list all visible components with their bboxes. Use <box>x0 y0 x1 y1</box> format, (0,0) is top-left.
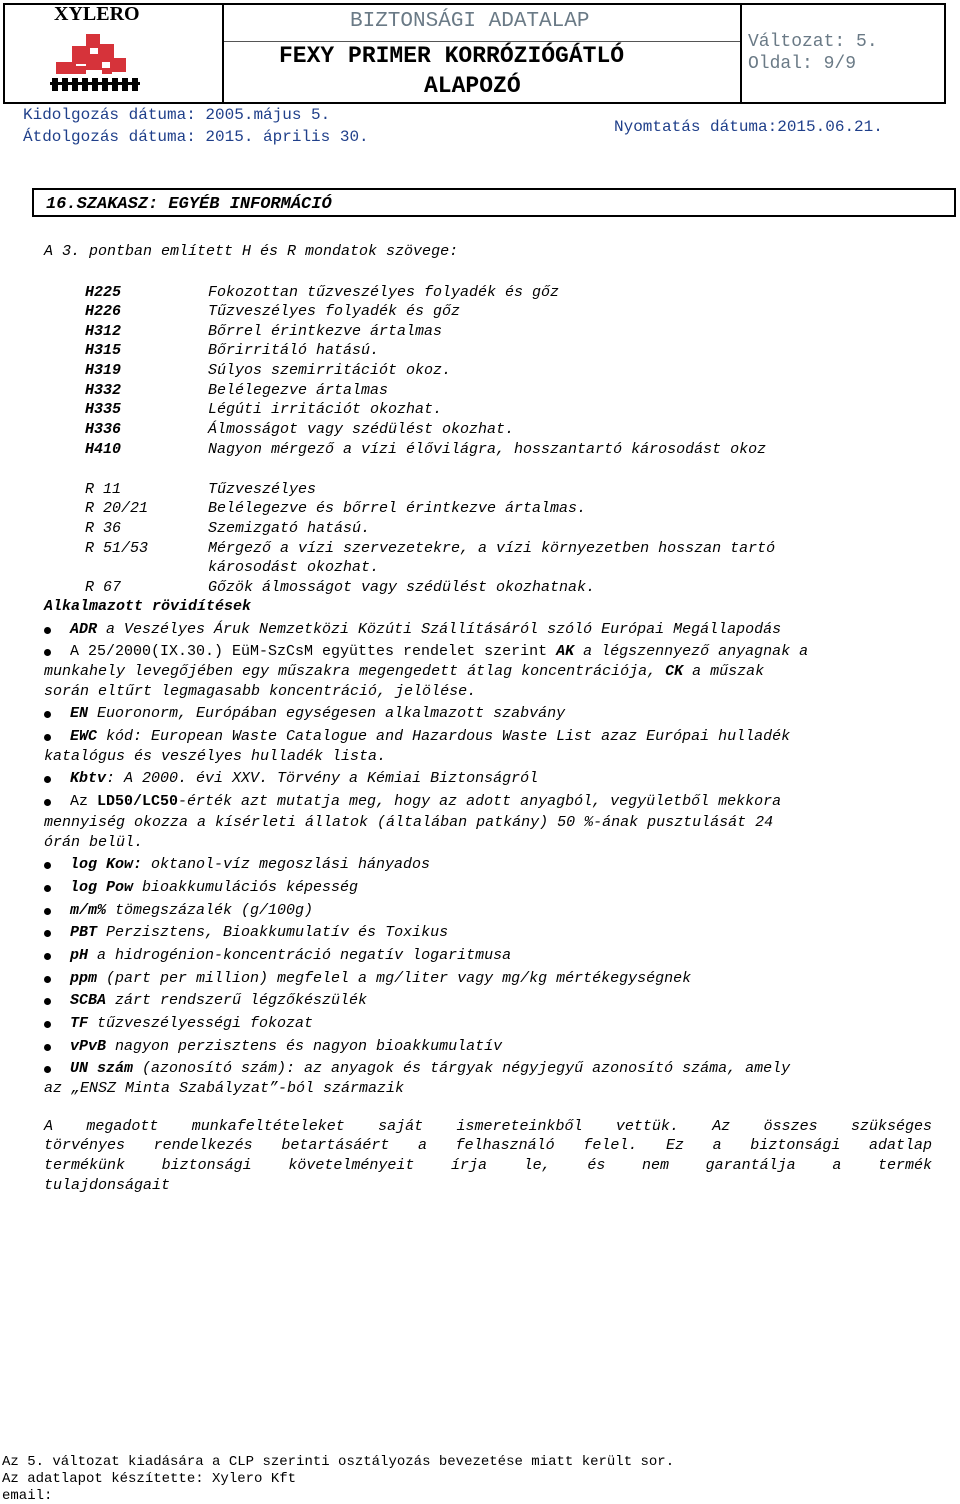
r-text: Gőzök álmosságot vagy szédülést okozhatnak. <box>208 579 596 596</box>
r-code: R 51/53 <box>85 540 149 557</box>
product-name-line1: FEXY PRIMER KORRÓZIÓGÁTLÓ <box>279 43 625 69</box>
doc-type: BIZTONSÁGI ADATALAP <box>350 10 590 33</box>
abbrev-text: tűzveszélyességi fokozat <box>88 1015 314 1032</box>
h-code: H225 <box>85 284 122 301</box>
bullet-icon <box>44 776 51 783</box>
abbrev-term: CK <box>665 663 684 680</box>
abbrev-term: log Kow: <box>70 856 143 873</box>
r-text: Mérgező a vízi szervezetekre, a vízi környezetben hosszan tartó <box>208 540 776 557</box>
h-code: H335 <box>85 401 122 418</box>
abbrev-text: a műszak <box>683 663 765 680</box>
h-text: Bőrrel érintkezve ártalmas <box>208 323 443 340</box>
version: Változat: 5. <box>748 32 878 52</box>
list-item <box>70 902 313 919</box>
h-code: H315 <box>85 342 122 359</box>
abbrev-text: Az <box>70 793 98 810</box>
list-item-continuation: mennyiség okozza a kísérleti állatok (általában patkány) 50 %-ának pusztulását 24 <box>44 814 774 831</box>
list-item <box>70 947 511 964</box>
abbrev-term: AK <box>556 643 575 660</box>
footer-author: Az adatlapot készítette: Xylero Kft <box>2 1471 297 1487</box>
brand-name: XYLERO <box>54 3 140 25</box>
abbrev-term: Kbtv <box>70 770 107 787</box>
abbrev-term: PBT <box>70 924 98 941</box>
product-name-line2: ALAPOZÓ <box>424 73 521 99</box>
abbrev-text: Euoronorm, Európában egységesen alkalmazott szabvány <box>88 705 566 722</box>
bullet-icon <box>44 1066 51 1073</box>
r-code: R 20/21 <box>85 500 149 517</box>
abbrev-term: pH <box>70 947 89 964</box>
bullet-icon <box>44 862 51 869</box>
abbrev-term: SCBA <box>70 992 107 1009</box>
r-text: Belélegezve és bőrrel érintkezve ártalmas. <box>208 500 587 517</box>
list-item <box>70 970 691 987</box>
bullet-icon <box>44 734 51 741</box>
abbrev-term: LD50/LC50 <box>97 793 179 810</box>
list-item <box>70 1015 313 1032</box>
r-code: R 67 <box>85 579 122 596</box>
list-item <box>70 924 448 941</box>
bullet-icon <box>44 711 51 718</box>
abbrev-term: TF <box>70 1015 89 1032</box>
h-code: H410 <box>85 441 122 458</box>
list-item <box>70 793 781 810</box>
list-item <box>70 879 358 896</box>
h-code: H332 <box>85 382 122 399</box>
abbrev-text: bioakkumulációs képesség <box>133 879 359 896</box>
r-code: R 36 <box>85 520 122 537</box>
abbrev-text: oktanol-víz megoszlási hányados <box>142 856 431 873</box>
abbrev-title: Alkalmazott rövidítések <box>44 598 252 615</box>
h-text: Álmosságot vagy szédülést okozhat. <box>208 421 515 438</box>
list-item <box>70 770 538 787</box>
abbrev-text: a hidrogénion-koncentráció negatív logaritmusa <box>88 947 512 964</box>
bullet-icon <box>44 649 51 656</box>
footer-email: email: <box>2 1488 53 1504</box>
footer-note: Az 5. változat kiadására a CLP szerinti osztályozás bevezetése miatt került sor. <box>2 1454 675 1470</box>
r-text-continuation: károsodást okozhat. <box>208 559 380 576</box>
abbrev-text: kód: European Waste Catalogue and Hazardous Waste List azaz Európai hulladék <box>97 728 791 745</box>
abbrev-term: ADR <box>70 621 98 638</box>
bullet-icon <box>44 976 51 983</box>
section-header-box <box>32 188 956 217</box>
page-number: Oldal: 9/9 <box>748 54 857 74</box>
list-item <box>70 705 565 722</box>
bullet-icon <box>44 908 51 915</box>
list-item-continuation: során eltűrt legmagasabb koncentráció, jelölése. <box>44 683 477 700</box>
bullet-icon <box>44 885 51 892</box>
abbrev-term: log Pow <box>70 879 134 896</box>
list-item-continuation: katalógus és veszélyes hulladék lista. <box>44 748 387 765</box>
abbrev-text: a légszennyező anyagnak a <box>574 643 809 660</box>
h-text: Nagyon mérgező a vízi élővilágra, hosszantartó károsodást okoz <box>208 441 767 458</box>
xylero-logo-icon <box>46 26 142 92</box>
bullet-icon <box>44 627 51 634</box>
abbrev-text: zárt rendszerű légzőkészülék <box>106 992 368 1009</box>
disclaimer-line: tulajdonságait <box>44 1177 171 1194</box>
abbrev-text: tömegszázalék (g/100g) <box>106 902 314 919</box>
bullet-icon <box>44 953 51 960</box>
abbrev-term: EWC <box>70 728 98 745</box>
abbrev-text: : A 2000. évi XXV. Törvény a Kémiai Biztonságról <box>106 770 539 787</box>
statements-intro: A 3. pontban említett H és R mondatok szövege: <box>44 243 459 260</box>
h-code: H226 <box>85 303 122 320</box>
list-item-continuation: órán belül. <box>44 834 144 851</box>
bullet-icon <box>44 998 51 1005</box>
list-item-continuation <box>44 663 764 680</box>
abbrev-text: nagyon perzisztens és nagyon bioakkumulatív <box>106 1038 503 1055</box>
bullet-icon <box>44 799 51 806</box>
created-date: Kidolgozás dátuma: 2005.május 5. <box>23 106 331 124</box>
h-code: H319 <box>85 362 122 379</box>
abbrev-text: (azonosító szám): az anyagok és tárgyak négyjegyű azonosító száma, amely <box>133 1060 791 1077</box>
h-code: H312 <box>85 323 122 340</box>
abbrev-term: vPvB <box>70 1038 107 1055</box>
bullet-icon <box>44 930 51 937</box>
list-item <box>70 728 790 745</box>
h-text: Súlyos szemirritációt okoz. <box>208 362 452 379</box>
h-text: Bőrirritáló hatású. <box>208 342 380 359</box>
list-item <box>70 643 808 660</box>
list-item <box>70 856 430 873</box>
disclaimer-line: törvényes rendelkezés betartásáért a felhasználó felel. Ez a biztonsági adatlap <box>44 1137 932 1154</box>
abbrev-text: -érték azt mutatja meg, hogy az adott anyagból, vegyületből mekkora <box>178 793 782 810</box>
list-item <box>70 621 781 638</box>
abbrev-text: a Veszélyes Áruk Nemzetközi Közúti Szállításáról szóló Európai Megállapodás <box>97 621 782 638</box>
bullet-icon <box>44 1044 51 1051</box>
abbrev-text: Perzisztens, Bioakkumulatív és Toxikus <box>97 924 449 941</box>
abbrev-term: UN szám <box>70 1060 134 1077</box>
abbrev-text: A 25/2000(IX.30.) EüM-SzCsM együttes rendelet szerint <box>70 643 557 660</box>
bullet-icon <box>44 1021 51 1028</box>
disclaimer-line: termékünk biztonsági követelményeit írja le, és nem garantálja a termék <box>44 1157 932 1174</box>
abbrev-term: ppm <box>70 970 98 987</box>
abbrev-text: munkahely levegőjében egy műszakra megengedett átlag koncentrációja, <box>44 663 666 680</box>
h-code: H336 <box>85 421 122 438</box>
h-text: Fokozottan tűzveszélyes folyadék és gőz <box>208 284 560 301</box>
h-text: Belélegezve ártalmas <box>208 382 389 399</box>
h-text: Tűzveszélyes folyadék és gőz <box>208 303 461 320</box>
r-code: R 11 <box>85 481 122 498</box>
r-text: Tűzveszélyes <box>208 481 317 498</box>
abbrev-text: (part per million) megfelel a mg/liter vagy mg/kg mértékegységnek <box>97 970 692 987</box>
list-item-continuation: az „ENSZ Minta Szabályzat”-ból származik <box>44 1080 405 1097</box>
list-item <box>70 1038 502 1055</box>
disclaimer-line: A megadott munkafeltételeket saját ismereteinkből vettük. Az összes szükséges <box>44 1118 932 1135</box>
r-text: Szemizgató hatású. <box>208 520 371 537</box>
abbrev-term: m/m% <box>70 902 107 919</box>
h-text: Légúti irritációt okozhat. <box>208 401 443 418</box>
list-item <box>70 1060 790 1077</box>
print-date: Nyomtatás dátuma:2015.06.21. <box>614 118 883 136</box>
revised-date: Átdolgozás dátuma: 2015. április 30. <box>23 128 369 146</box>
section-title: 16.SZAKASZ: EGYÉB INFORMÁCIÓ <box>46 195 332 214</box>
abbrev-term: EN <box>70 705 89 722</box>
list-item <box>70 992 367 1009</box>
